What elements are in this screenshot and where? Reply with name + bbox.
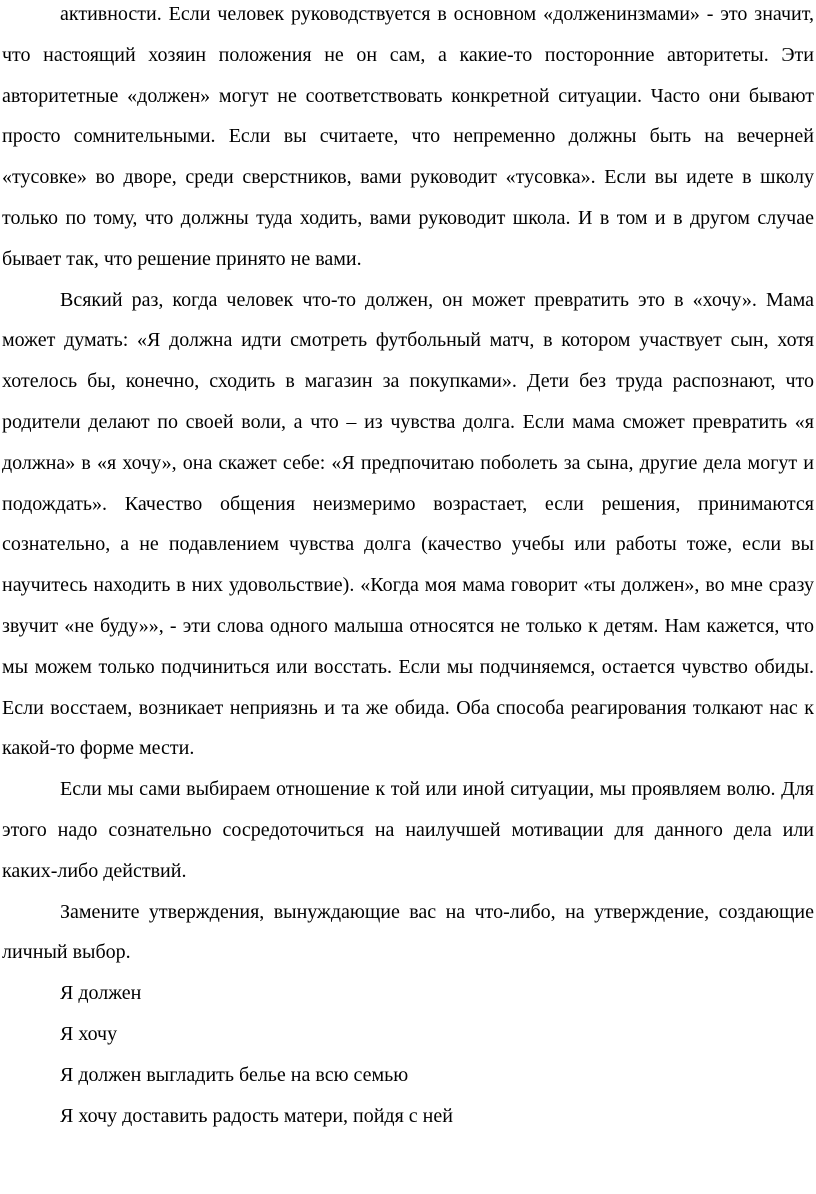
list-line-2: Я хочу [60, 1022, 118, 1045]
paragraph-4: Замените утверждения, вынуждающие вас на что-либо, на утверждение, создающие личный выбор. [2, 900, 814, 964]
paragraph-2: Всякий раз, когда человек что-то должен, он может превратить это в «хочу». Мама может думать: «Я должна идти смотреть футбольный матч, в котором участвует сын, хотя хотелось бы, конечно, сходить в магазин за покупками». Дети без труда распознают, что родители делают по своей воли, а что – из чувства долга. Если мама сможет превратить «я должна» в «я хочу», она скажет себе: «Я предпочитаю поболеть за сына, другие дела могут и подождать». Качество общения неизмеримо возрастает, если решения, принимаются сознательно, а не подавлением чувства долга (качество учебы или работы тоже, если вы научитесь находить в них удовольствие). «Когда моя мама говорит «ты должен», во мне сразу звучит «не буду»», - эти слова одного малыша относятся не только к детям. Нам кажется, что мы можем только подчиниться или восстать. Если мы подчиняемся, остается чувство обиды. Если восстаем, возникает неприязнь и та же обида. Оба способа реагирования толкают нас к какой-то форме мести. [2, 288, 814, 760]
paragraph-1: активности. Если человек руководствуется в основном «долженинзмами» - это значит, что настоящий хозяин положения не он сам, а какие-то посторонние авторитеты. Эти авторитетные «должен» могут не соответствовать конкретной ситуации. Часто они бывают просто сомнительными. Если вы считаете, что непременно должны быть на вечерней «тусовке» во дворе, среди сверстников, вами руководит «тусовка». Если вы идете в школу только по тому, что должны туда ходить, вами руководит школа. И в том и в другом случае бывает так, что решение принято не вами. [2, 3, 814, 270]
list-line-1: Я должен [60, 982, 142, 1005]
list-line-4: Я хочу доставить радость матери, пойдя с ней [60, 1104, 453, 1127]
paragraph-3: Если мы сами выбираем отношение к той или иной ситуации, мы проявляем волю. Для этого надо сознательно сосредоточиться на наилучшей мотивации для данного дела или каких-либо действий. [2, 778, 814, 882]
list-line-3: Я должен выгладить белье на всю семью [60, 1063, 409, 1086]
